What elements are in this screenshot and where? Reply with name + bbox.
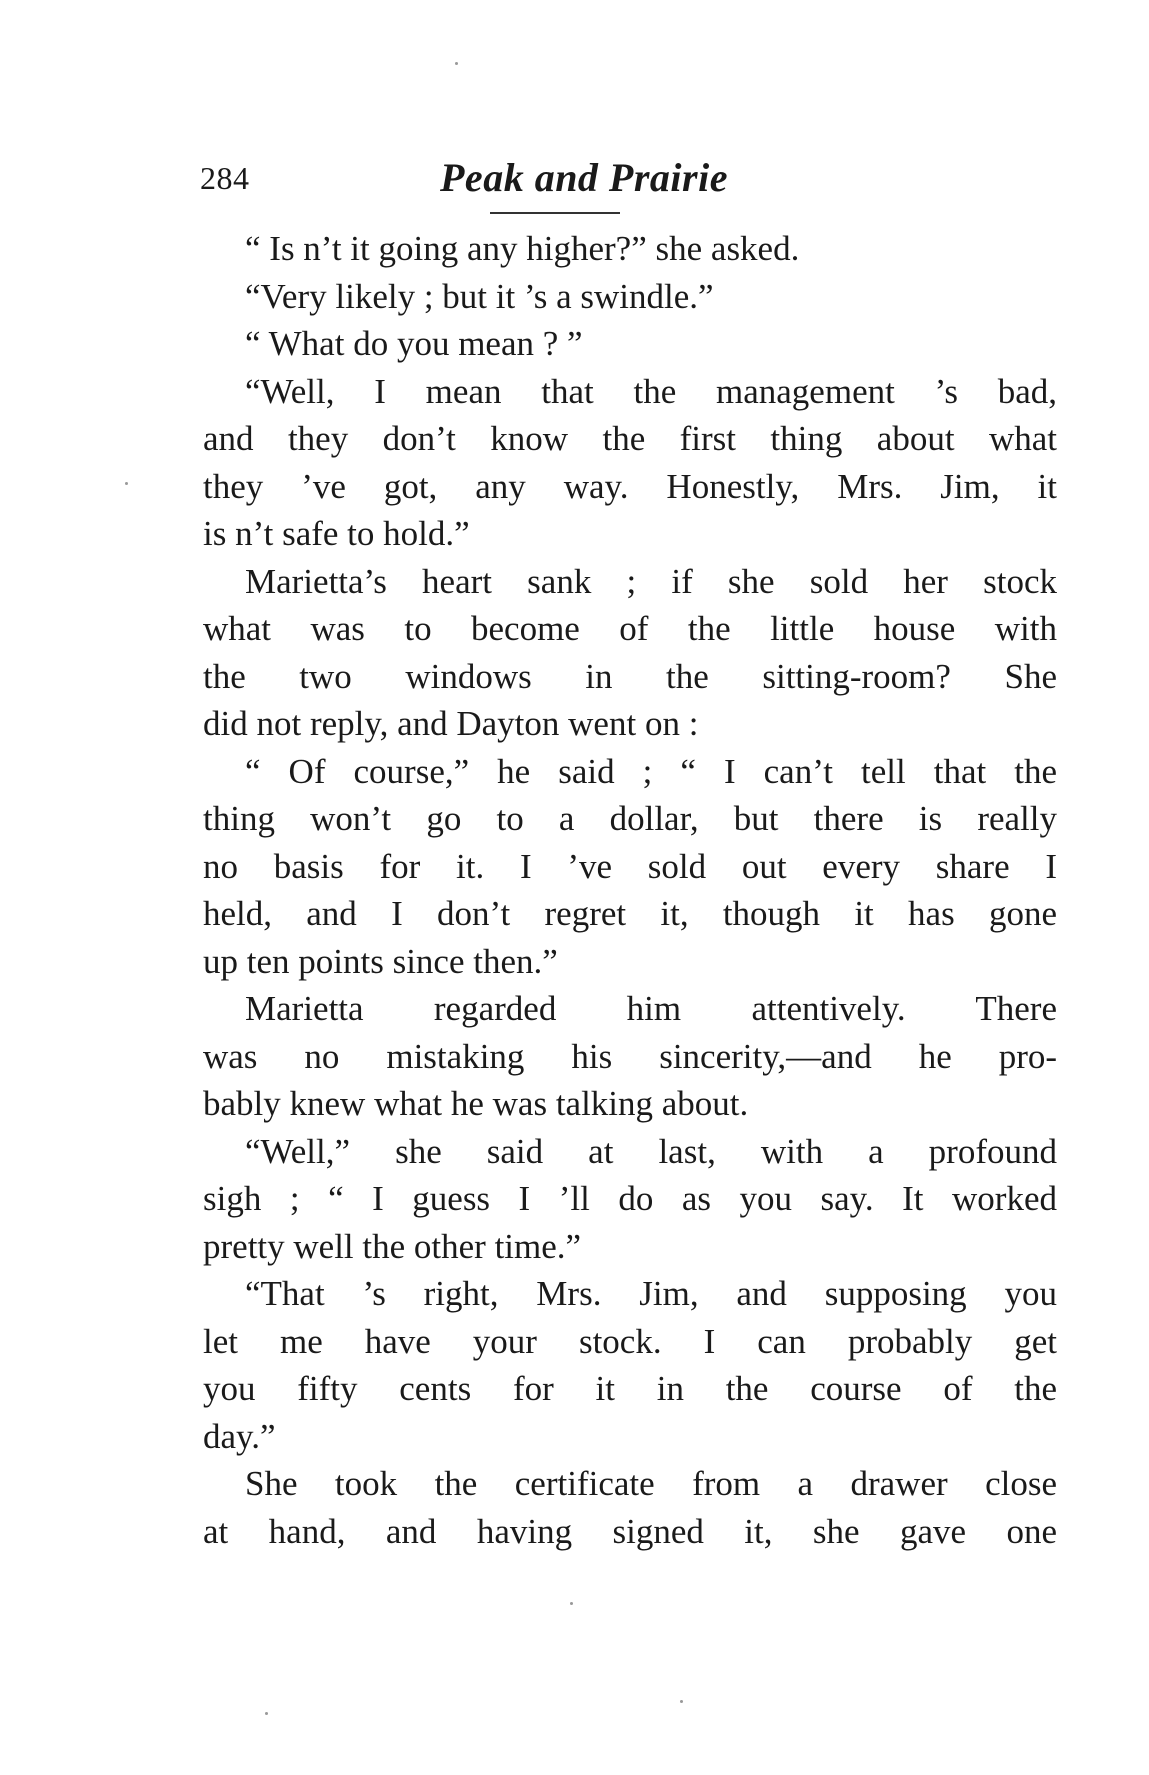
paper-speck xyxy=(125,482,128,485)
text-line: at hand, and having signed it, she gave one xyxy=(203,1511,1057,1551)
text-line: no basis for it. I ’ve sold out every share I xyxy=(203,846,1057,886)
text-line: bably knew what he was talking about. xyxy=(203,1084,749,1123)
text-line: is n’t safe to hold.” xyxy=(203,514,470,553)
text-line: “Very likely ; but it ’s a swindle.” xyxy=(245,276,714,316)
text-line: “ Is n’t it going any higher?” she asked. xyxy=(245,229,800,268)
paper-speck xyxy=(455,62,458,65)
text-line: and they don’t know the first thing about what xyxy=(203,419,1057,458)
header-rule xyxy=(490,212,620,214)
text-line: “That ’s right, Mrs. Jim, and supposing you xyxy=(245,1274,1057,1313)
text-line: pretty well the other time.” xyxy=(203,1226,582,1266)
paper-speck xyxy=(265,1712,268,1715)
text-line: Marietta’s heart sank ; if she sold her stock xyxy=(245,561,1057,601)
text-line: what was to become of the little house with xyxy=(203,609,1057,648)
paper-speck xyxy=(680,1700,683,1703)
page-header xyxy=(200,155,1060,210)
text-line: they ’ve got, any way. Honestly, Mrs. Jim, it xyxy=(203,466,1057,506)
text-line: “Well,” she said at last, with a profound xyxy=(245,1131,1057,1171)
text-line: “ What do you mean ? ” xyxy=(245,324,583,363)
paper-speck xyxy=(570,1602,573,1605)
text-line: thing won’t go to a dollar, but there is really xyxy=(203,799,1057,838)
text-line: day.” xyxy=(203,1416,276,1456)
text-line: the two windows in the sitting-room? She xyxy=(203,656,1057,696)
text-line: up ten points since then.” xyxy=(203,941,558,981)
text-line: “Well, I mean that the management ’s bad, xyxy=(245,371,1057,411)
text-line: let me have your stock. I can probably get xyxy=(203,1321,1057,1361)
text-line: Marietta regarded him attentively. There xyxy=(245,989,1057,1028)
body-text xyxy=(203,225,1057,1555)
text-line: was no mistaking his sincerity,—and he pro- xyxy=(203,1036,1057,1076)
page-number: 284 xyxy=(200,160,250,196)
text-line: “ Of course,” he said ; “ I can’t tell that the xyxy=(245,751,1057,791)
running-title: Peak and Prairie xyxy=(440,155,728,200)
text-line: held, and I don’t regret it, though it has gone xyxy=(203,894,1057,933)
text-line: sigh ; “ I guess I ’ll do as you say. It worked xyxy=(203,1179,1057,1218)
text-line: She took the certificate from a drawer close xyxy=(245,1464,1057,1503)
text-line: did not reply, and Dayton went on : xyxy=(203,704,699,743)
text-line: you fifty cents for it in the course of the xyxy=(203,1369,1057,1408)
